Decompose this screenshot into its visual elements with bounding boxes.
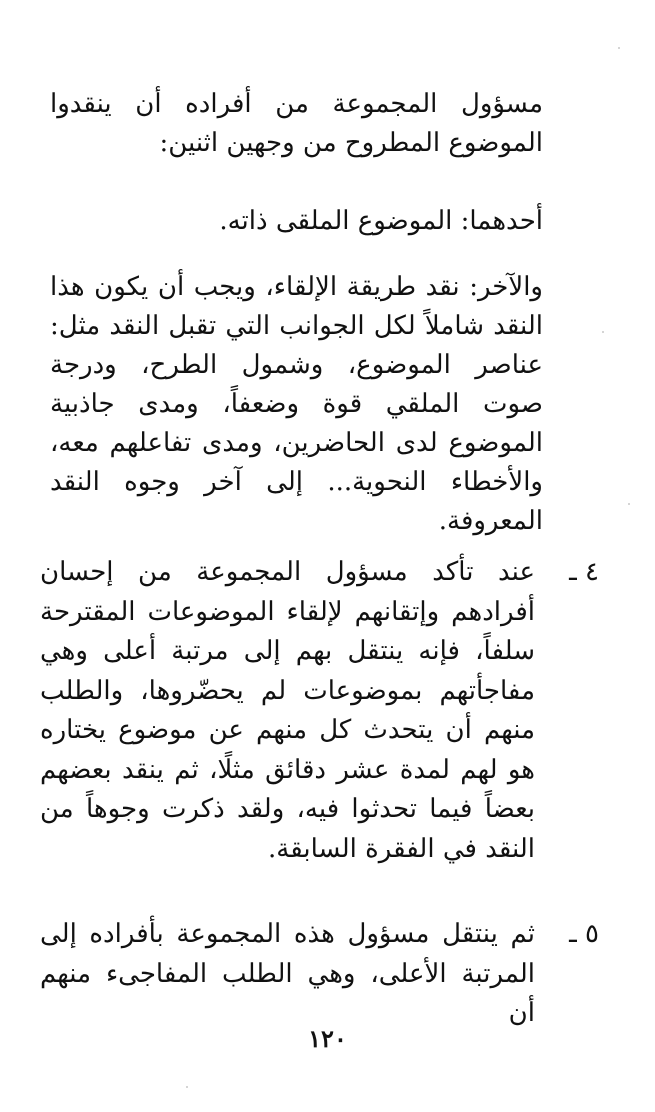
list-item-text: ثم ينتقل مسؤول هذه المجموعة بأفراده إلى المرتبة الأعلى، وهي الطلب المفاجىء منهم أن	[40, 919, 535, 1028]
paragraph-intro: مسؤول المجموعة من أفراده أن ينقدوا الموضوع المطروح من وجهين اثنين:	[50, 89, 543, 158]
scan-speck	[186, 1086, 188, 1088]
scan-speck	[628, 503, 630, 505]
scan-speck	[618, 47, 620, 49]
paragraph-first-aspect: أحدهما: الموضوع الملقى ذاته.	[219, 206, 543, 236]
list-item-number: ٥ ـ	[569, 919, 599, 949]
list-item-text: عند تأكد مسؤول المجموعة من إحسان أفرادهم وإتقانهم لإلقاء الموضوعات المقترحة سلفاً، فإنه ينتقل بهم إلى مرتبة أعلى وهي مفاجأتهم بموضوعات لم يحضّروها، والطلب منهم أن يتحدث كل منهم عن موضوع يختاره هو لهم لمدة عشر دقائق مثلًا، ثم ينقد بعضهم بعضاً فيما تحدثوا فيه، ولقد ذكرت وجوهاً من النقد في الفقرة السابقة.	[40, 557, 535, 864]
list-item-number: ٤ ـ	[569, 557, 599, 587]
scan-speck	[602, 331, 604, 333]
list-item-5	[40, 915, 599, 1028]
list-item-4	[40, 553, 599, 893]
page-number: ١٢٠	[308, 1024, 347, 1053]
paragraph-second-aspect: والآخر: نقد طريقة الإلقاء، ويجب أن يكون هذا النقد شاملاً لكل الجوانب التي تقبل النقد مثل: عناصر الموضوع، وشمول الطرح، ودرجة صوت الملقي قوة وضعفاً، ومدى جاذبية الموضوع لدى الحاضرين، ومدى تفاعلهم معه، والأخطاء النحوية... إلى آخر وجوه النقد المعروفة.	[50, 272, 543, 536]
